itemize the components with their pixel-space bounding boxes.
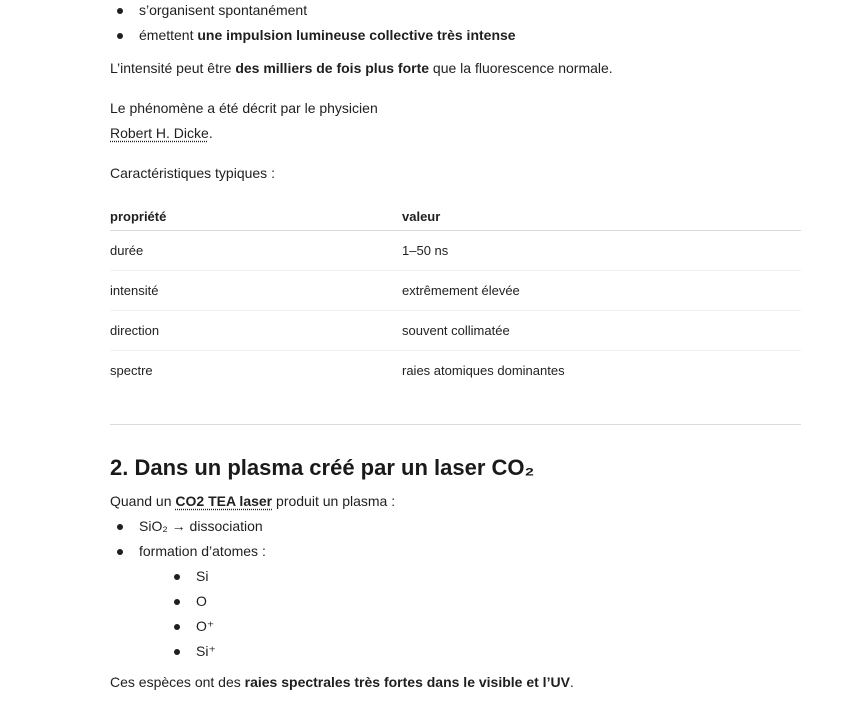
plasma-list bbox=[110, 514, 801, 664]
list-item bbox=[110, 23, 801, 48]
table-header: valeur bbox=[402, 202, 801, 231]
list-item bbox=[110, 539, 801, 664]
text: Quand un bbox=[110, 493, 176, 509]
table-cell: direction bbox=[110, 311, 402, 351]
co2-tea-laser-link[interactable]: CO2 TEA laser bbox=[175, 493, 273, 509]
text: Ces espèces ont des bbox=[110, 674, 245, 690]
list-item-text: O⁺ bbox=[196, 618, 215, 634]
plasma-intro bbox=[110, 489, 801, 514]
text: Le phénomène a été décrit par le physicien bbox=[110, 100, 378, 116]
list-item-text: s’organisent spontanément bbox=[139, 2, 308, 18]
text: produit un plasma : bbox=[272, 493, 396, 509]
list-item-text: Si bbox=[196, 568, 209, 584]
characteristics-label: Caractéristiques typiques : bbox=[110, 165, 275, 181]
table-header: propriété bbox=[110, 202, 402, 231]
intensity-paragraph bbox=[110, 56, 801, 81]
behaviour-list bbox=[110, 0, 801, 48]
list-item bbox=[167, 614, 801, 639]
list-item bbox=[167, 639, 801, 664]
list-item-text: Si⁺ bbox=[196, 643, 216, 659]
table-row bbox=[110, 311, 801, 351]
table-cell: extrêmement élevée bbox=[402, 271, 801, 311]
table-row bbox=[110, 231, 801, 271]
list-item bbox=[167, 589, 801, 614]
list-item-text: émettent bbox=[139, 27, 198, 43]
list-item-text: formation d’atomes : bbox=[139, 543, 266, 559]
table-cell: intensité bbox=[110, 271, 402, 311]
table-cell: spectre bbox=[110, 363, 153, 378]
closing-paragraph bbox=[110, 670, 801, 695]
table-header-row bbox=[110, 202, 801, 231]
list-item-text: SiO₂ → dissociation bbox=[139, 518, 263, 534]
list-item-text: O bbox=[196, 593, 207, 609]
list-item-bold: une impulsion lumineuse collective très intense bbox=[197, 27, 516, 43]
characteristics-table bbox=[110, 202, 801, 390]
list-item bbox=[167, 564, 801, 589]
text: L’intensité peut être bbox=[110, 60, 236, 76]
list-item bbox=[110, 0, 801, 23]
list-item bbox=[110, 514, 801, 539]
text: . bbox=[569, 674, 574, 690]
table-cell: durée bbox=[110, 231, 402, 271]
section-heading: 2. Dans un plasma créé par un laser CO₂ bbox=[110, 455, 535, 480]
bold-text: raies spectrales très fortes dans le visible et l’UV bbox=[244, 674, 570, 690]
text: que la fluorescence normale. bbox=[429, 60, 613, 76]
atoms-list bbox=[167, 564, 801, 664]
table-cell: souvent collimatée bbox=[402, 311, 801, 351]
article-content bbox=[110, 0, 801, 695]
table-row bbox=[110, 271, 801, 311]
table-row bbox=[110, 351, 801, 391]
dicke-link[interactable]: Robert H. Dicke bbox=[110, 125, 209, 141]
dicke-paragraph bbox=[110, 96, 801, 146]
bold-text: des milliers de fois plus forte bbox=[235, 60, 430, 76]
table-cell: 1–50 ns bbox=[402, 231, 801, 271]
section-divider bbox=[110, 424, 801, 425]
table-cell: raies atomiques dominantes bbox=[402, 363, 565, 378]
text: . bbox=[208, 125, 213, 141]
